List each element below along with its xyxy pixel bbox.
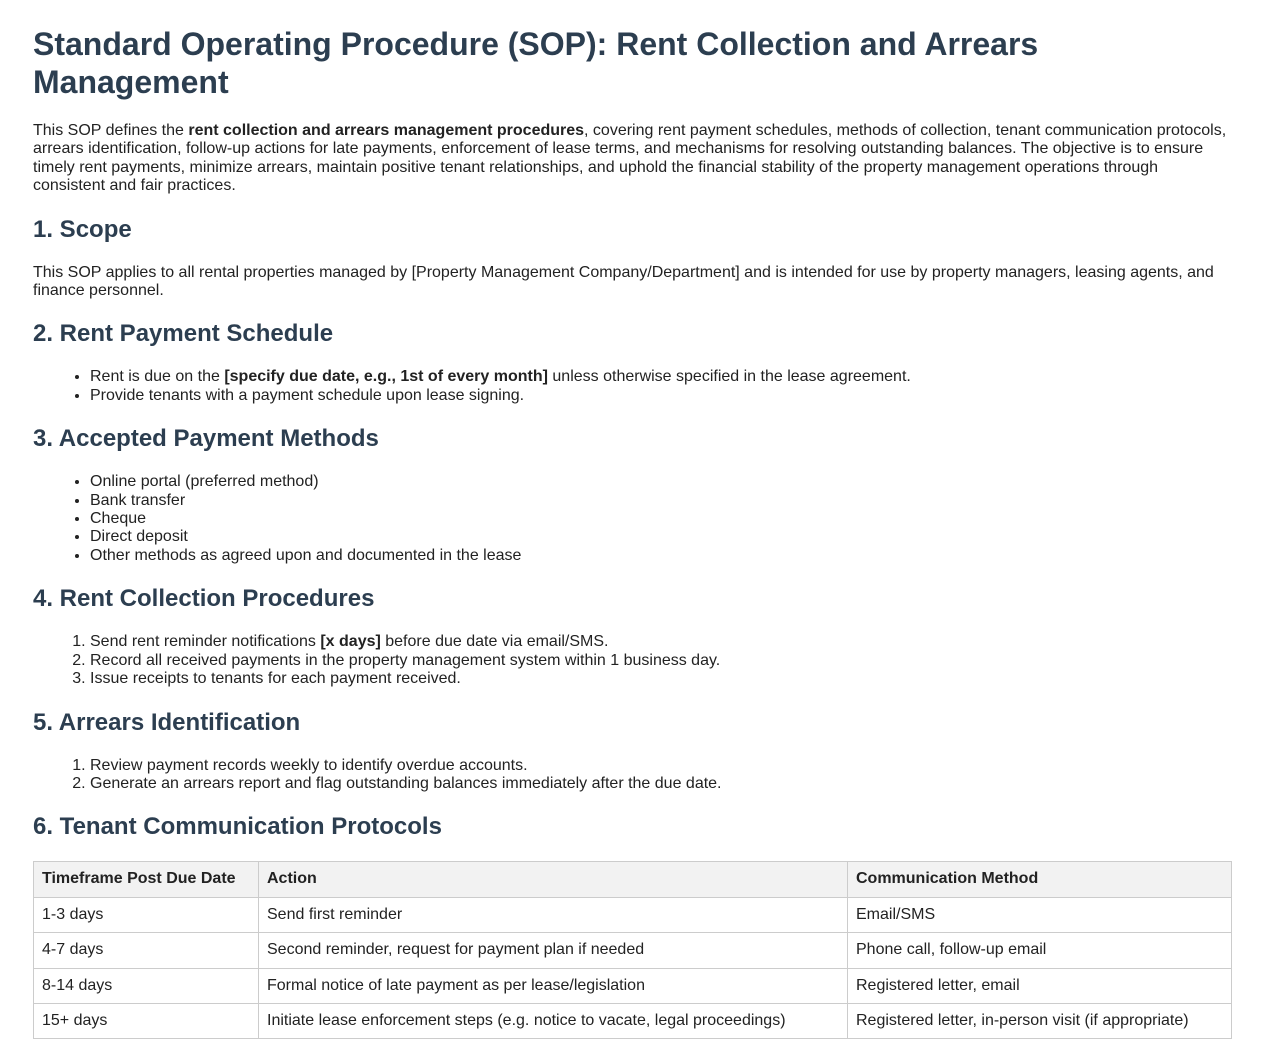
list-item: 1. Review payment records weekly to identify overdue accounts.: [90, 757, 1232, 775]
section-scope: [33, 216, 1232, 301]
table-header-row: [34, 862, 1232, 897]
table-row: [34, 933, 1232, 968]
list-item: • Online portal (preferred method): [90, 473, 1232, 491]
section-rent-payment-schedule: [33, 320, 1232, 405]
list-item: • Bank transfer: [90, 492, 1232, 510]
cell-communication-method: Phone call, follow-up email: [848, 933, 1232, 968]
rent-collection-procedures-list: [33, 633, 1232, 688]
header-cell-timeframe: Timeframe Post Due Date: [34, 862, 259, 897]
section-rent-collection-procedures: [33, 585, 1232, 688]
cell-action: Send first reminder: [259, 897, 848, 932]
list-item: 2. Record all received payments in the property management system within 1 business day.: [90, 652, 1232, 670]
section-tenant-communication-protocols-heading: 6. Tenant Communication Protocols: [33, 813, 442, 841]
cell-action: Second reminder, request for payment plan if needed: [259, 933, 848, 968]
section-rent-collection-procedures-heading: 4. Rent Collection Procedures: [33, 585, 375, 613]
section-tenant-communication-protocols: [33, 813, 1232, 1039]
cell-timeframe: 15+ days: [34, 1003, 259, 1038]
cell-timeframe: 8-14 days: [34, 968, 259, 1003]
section-rent-payment-schedule-heading: 2. Rent Payment Schedule: [33, 320, 334, 348]
header-cell-action: Action: [259, 862, 848, 897]
cell-communication-method: Email/SMS: [848, 897, 1232, 932]
scope-paragraph: This SOP applies to all rental properties managed by [Property Management Company/Department] and is intended for use by property managers, leasing agents, and finance personnel.: [33, 263, 1214, 300]
rent-payment-schedule-list: [33, 368, 1232, 405]
cell-timeframe: 1-3 days: [34, 897, 259, 932]
list-item: • Rent is due on the [specify due date, e.g., 1st of every month] unless otherwise specified in the lease agreement.: [90, 368, 1232, 386]
cell-action: Formal notice of late payment as per lease/legislation: [259, 968, 848, 1003]
section-arrears-identification: [33, 709, 1232, 794]
section-arrears-identification-heading: 5. Arrears Identification: [33, 708, 301, 736]
list-item: • Direct deposit: [90, 528, 1232, 546]
accepted-payment-methods-list: [33, 473, 1232, 565]
list-item: • Cheque: [90, 510, 1232, 528]
table-row: [34, 897, 1232, 932]
table-row: [34, 1003, 1232, 1038]
arrears-identification-list: [33, 757, 1232, 794]
list-item: • Other methods as agreed upon and documented in the lease: [90, 547, 1232, 565]
cell-action: Initiate lease enforcement steps (e.g. notice to vacate, legal proceedings): [259, 1003, 848, 1038]
communication-protocols-table: [33, 861, 1232, 1039]
table-row: [34, 968, 1232, 1003]
list-item: 1. Send rent reminder notifications [x days] before due date via email/SMS.: [90, 633, 1232, 651]
cell-communication-method: Registered letter, email: [848, 968, 1232, 1003]
section-scope-heading: 1. Scope: [33, 215, 132, 243]
section-accepted-payment-methods: [33, 425, 1232, 565]
section-accepted-payment-methods-heading: 3. Accepted Payment Methods: [33, 425, 379, 453]
page-title: Standard Operating Procedure (SOP): Rent Collection and Arrears Management: [33, 26, 1039, 100]
header-cell-communication-method: Communication Method: [848, 862, 1232, 897]
sop-document: [33, 25, 1232, 1039]
list-item: 3. Issue receipts to tenants for each payment received.: [90, 670, 1232, 688]
list-item: • Provide tenants with a payment schedule upon lease signing.: [90, 387, 1232, 405]
intro-paragraph: This SOP defines the rent collection and arrears management procedures, covering rent payment schedules, methods of collection, tenant communication protocols, arrears identification, follow-up actions for late payments, enforcement of lease terms, and mechanisms for resolving outstanding balances. The objective is to ensure timely rent payments, minimize arrears, maintain positive tenant relationships, and uphold the financial stability of the property management operations through consistent and fair practices.: [33, 122, 1227, 195]
cell-communication-method: Registered letter, in-person visit (if appropriate): [848, 1003, 1232, 1038]
list-item: 2. Generate an arrears report and flag outstanding balances immediately after the due date.: [90, 775, 1232, 793]
cell-timeframe: 4-7 days: [34, 933, 259, 968]
